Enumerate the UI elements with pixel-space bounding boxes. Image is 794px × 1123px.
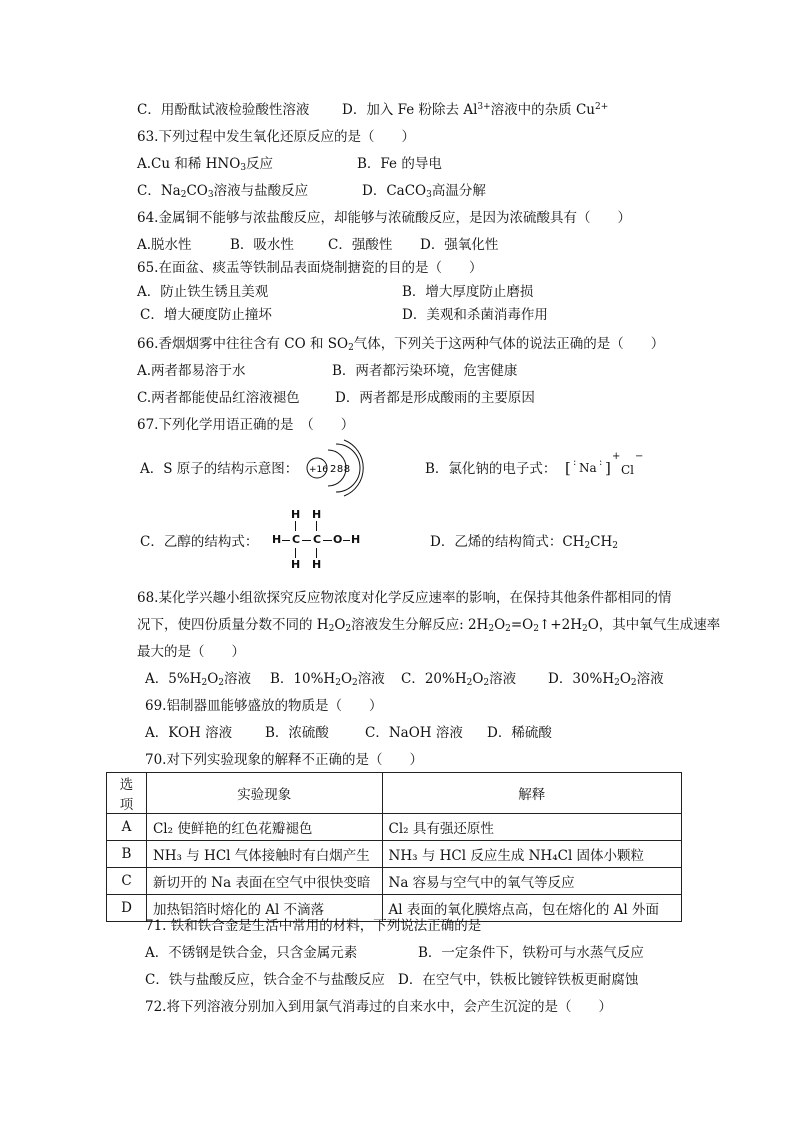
option-line-c: C．用酚酞试液检验酸性溶液	[137, 102, 310, 118]
cl-symbol: Cl	[621, 463, 635, 477]
question-68-line-1: 68.某化学兴趣小组欲探究反应物浓度对化学反应速率的影响，在保持其他条件都相同的情	[137, 590, 672, 606]
q71-option-c: C．铁与盐酸反应，铁合金不与盐酸反应	[145, 972, 385, 988]
header-option: 选项	[107, 773, 147, 814]
ethanol-structure: H H H C C O H H H	[272, 508, 361, 571]
q63-option-a: A.Cu 和稀 $HNO_3$反应	[137, 156, 274, 173]
table-row	[107, 841, 682, 868]
q69-option-b: B．浓硫酸	[265, 725, 329, 741]
q64-option-c: C．强酸性	[328, 237, 393, 253]
header-explanation: 解释	[382, 773, 681, 814]
q63-option-d: D．CaCO$_3$高温分解	[362, 183, 486, 200]
minus-charge: −	[635, 451, 644, 462]
row-option: B	[107, 841, 147, 868]
q66-option-a: A.两者都易溶于水	[137, 363, 246, 379]
question-71-stem: 71. 铁和铁合金是生活中常用的材料，下列说法正确的是	[145, 918, 482, 934]
row-phenomenon: 加热铝箔时熔化的 Al 不滴落	[146, 895, 382, 922]
q67-option-a: A．S 原子的结构示意图：	[140, 461, 299, 477]
question-72-stem: 72.将下列溶液分别加入到用氯气消毒过的自来水中，会产生沉淀的是（ ）	[145, 999, 612, 1015]
q71-option-a: A．不锈钢是铁合金，只含金属元素	[145, 945, 358, 961]
row-phenomenon: NH₃ 与 HCl 气体接触时有白烟产生	[146, 841, 382, 868]
q68-option-b: B．$10\%H_2O_2$溶液	[270, 671, 385, 688]
plus-charge: +	[612, 451, 621, 462]
q67-option-b: B．氯化钠的电子式：	[425, 461, 557, 477]
option-line-d: D．加入 Fe 粉除去 $Al^{3+}$溶液中的杂质 $Cu^{2+}$	[342, 102, 609, 118]
q64-option-b: B．吸水性	[230, 237, 294, 253]
experiment-table	[106, 772, 682, 922]
question-68-line-3: 最大的是（ ）	[137, 644, 245, 660]
q68-option-c: C．$20\%H_2O_2$溶液	[401, 671, 517, 688]
q71-option-b: B．一定条件下，铁粉可与水蒸气反应	[418, 945, 644, 961]
question-70-stem: 70.对下列实验现象的解释不正确的是（ ）	[145, 752, 423, 768]
q64-option-d: D．强氧化性	[420, 237, 499, 253]
q67-option-c: C．乙醇的结构式：	[140, 534, 259, 550]
table-header-row	[107, 773, 682, 814]
row-phenomenon: Cl₂ 使鲜艳的红色花瓣褪色	[146, 814, 382, 841]
row-option: A	[107, 814, 147, 841]
q68-option-d: D．$30\%H_2O_2$溶液	[548, 671, 664, 688]
question-68-line-2: 况下，使四份质量分数不同的 $H_2O_2$溶液发生分解反应: $2H_2O_2=O_2↑+2H_2O$，其中氧气生成速率	[137, 617, 721, 634]
row-option: D	[107, 895, 147, 922]
row-option: C	[107, 868, 147, 895]
q71-option-d: D．在空气中，铁板比镀锌铁板更耐腐蚀	[398, 972, 639, 988]
q65-option-a: A．防止铁生锈且美观	[137, 284, 269, 300]
q65-option-d: D．美观和杀菌消毒作用	[402, 307, 548, 323]
q69-option-a: A．KOH 溶液	[145, 725, 233, 741]
q65-option-b: B．增大厚度防止磨损	[402, 284, 534, 300]
q69-option-d: D．稀硫酸	[487, 725, 552, 741]
question-65-stem: 65.在面盆、痰盂等铁制品表面烧制搪瓷的目的是（ ）	[137, 260, 483, 276]
q66-option-b: B．两者都污染环境，危害健康	[332, 363, 518, 379]
q63-option-c: C．$Na_2CO_3$溶液与盐酸反应	[137, 183, 309, 200]
row-phenomenon: 新切开的 Na 表面在空气中很快变暗	[146, 868, 382, 895]
na-symbol: Na	[579, 461, 597, 475]
row-explanation: Na 容易与空气中的氧气等反应	[382, 868, 681, 895]
shell-electrons-label: 288	[330, 464, 351, 475]
q65-option-c: C．增大硬度防止撞坏	[140, 307, 272, 323]
sulfur-atom-diagram	[300, 438, 380, 498]
question-69-stem: 69.铝制器皿能够盛放的物质是（ ）	[145, 698, 383, 714]
nacl-electron-formula: [ : Na : ] + Cl −	[565, 451, 644, 477]
table-row	[107, 868, 682, 895]
row-explanation: Al 表面的氧化膜熔点高，包在熔化的 Al 外面	[382, 895, 681, 922]
q67-option-d: D．乙烯的结构简式：$CH_2CH_2$	[430, 534, 619, 551]
row-explanation: NH₃ 与 HCl 反应生成 NH₄Cl 固体小颗粒	[382, 841, 681, 868]
table-row	[107, 814, 682, 841]
q66-option-c: C.两者都能使品红溶液褪色	[137, 390, 300, 406]
question-67-stem: 67.下列化学用语正确的是 （ ）	[137, 417, 355, 433]
question-66-stem: 66.香烟烟雾中往往含有 CO 和 $SO_2$气体，下列关于这两种气体的说法正确的是（ ）	[137, 336, 665, 353]
q63-option-b: B．Fe 的导电	[357, 156, 442, 172]
row-explanation: Cl₂ 具有强还原性	[382, 814, 681, 841]
q68-option-a: A．$5\%H_2O_2$溶液	[145, 671, 251, 688]
q69-option-c: C．NaOH 溶液	[365, 725, 463, 741]
question-63-stem: 63.下列过程中发生氧化还原反应的是（ ）	[137, 129, 415, 145]
q64-option-a: A.脱水性	[137, 237, 192, 253]
nucleus-label: +16	[309, 465, 328, 475]
question-64-stem: 64.金属铜不能够与浓盐酸反应，却能够与浓硫酸反应，是因为浓硫酸具有（ ）	[137, 210, 631, 226]
header-phenomenon: 实验现象	[146, 773, 382, 814]
q66-option-d: D．两者都是形成酸雨的主要原因	[335, 390, 535, 406]
